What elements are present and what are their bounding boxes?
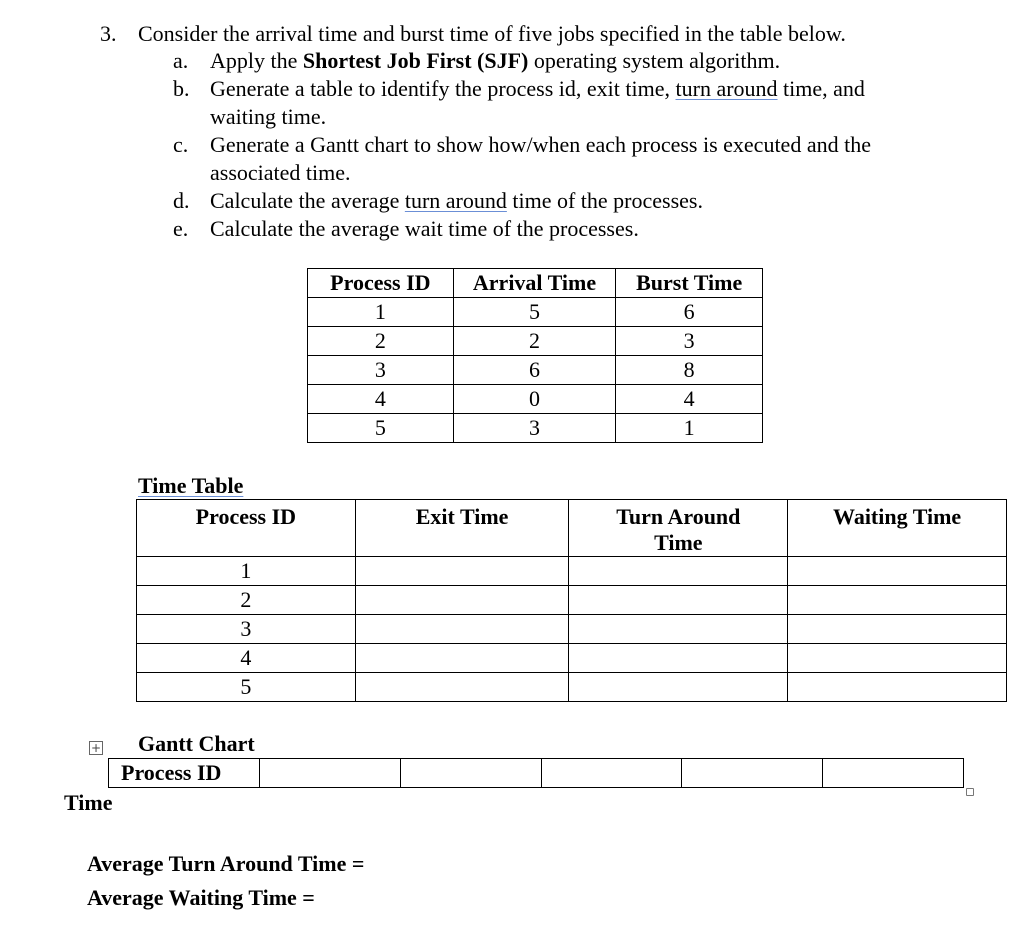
arrival-burst-table [307, 268, 763, 443]
part-d-text: Calculate the average turn around time of the processes. [210, 188, 703, 213]
process-id-cell: 5 [137, 673, 356, 702]
part-b-text-line2: waiting time. [210, 104, 327, 129]
turnaround-cell[interactable] [569, 615, 788, 644]
table-row [308, 414, 763, 443]
cell: 8 [616, 356, 763, 385]
gantt-row-label: Process ID [109, 759, 260, 788]
gantt-slot[interactable] [400, 759, 541, 788]
exit-time-cell[interactable] [355, 586, 569, 615]
header-turn-around-time: Turn Around Time [569, 500, 788, 557]
cell: 1 [616, 414, 763, 443]
cell: 2 [308, 327, 454, 356]
cell: 3 [453, 414, 616, 443]
gantt-slot[interactable] [682, 759, 823, 788]
process-id-cell: 1 [137, 557, 356, 586]
cell: 2 [453, 327, 616, 356]
header-burst-time: Burst Time [616, 269, 763, 298]
waiting-cell[interactable] [788, 586, 1007, 615]
cell: 6 [616, 298, 763, 327]
waiting-cell[interactable] [788, 644, 1007, 673]
part-c-label: c. [173, 132, 189, 157]
turnaround-cell[interactable] [569, 673, 788, 702]
cell: 0 [453, 385, 616, 414]
gantt-chart-table [108, 758, 964, 788]
waiting-cell[interactable] [788, 615, 1007, 644]
question-number: 3. [100, 21, 117, 46]
exit-time-cell[interactable] [355, 673, 569, 702]
part-b-label: b. [173, 76, 190, 101]
exit-time-cell[interactable] [355, 644, 569, 673]
question-intro: Consider the arrival time and burst time of five jobs specified in the table below. [138, 21, 846, 46]
table-resize-handle-icon[interactable] [966, 788, 974, 796]
exit-time-cell[interactable] [355, 557, 569, 586]
gantt-row [109, 759, 964, 788]
table-row [308, 298, 763, 327]
table-row [137, 557, 1007, 586]
spell-check-underline: turn around [404, 188, 507, 213]
process-id-cell: 2 [137, 586, 356, 615]
header-process-id: Process ID [137, 500, 356, 557]
cell: 4 [308, 385, 454, 414]
cell: 1 [308, 298, 454, 327]
turnaround-cell[interactable] [569, 586, 788, 615]
average-waiting-line: Average Waiting Time = [87, 885, 315, 910]
part-a-label: a. [173, 48, 189, 73]
gantt-slot[interactable] [823, 759, 964, 788]
cell: 6 [453, 356, 616, 385]
part-c-text: Generate a Gantt chart to show how/when each process is executed and the [210, 132, 871, 157]
turnaround-cell[interactable] [569, 557, 788, 586]
part-d-label: d. [173, 188, 190, 213]
average-turnaround-line: Average Turn Around Time = [87, 851, 365, 876]
header-process-id: Process ID [308, 269, 454, 298]
part-e-text: Calculate the average wait time of the processes. [210, 216, 639, 241]
table-move-handle-icon[interactable]: + [90, 741, 102, 755]
exit-time-cell[interactable] [355, 615, 569, 644]
cell: 3 [616, 327, 763, 356]
table-row [137, 644, 1007, 673]
part-c-text-line2: associated time. [210, 160, 351, 185]
time-table-header-row [137, 500, 1007, 557]
gantt-chart-title: Gantt Chart [138, 731, 255, 756]
header-waiting-time: Waiting Time [788, 500, 1007, 557]
table-row [137, 586, 1007, 615]
turnaround-cell[interactable] [569, 644, 788, 673]
part-e-label: e. [173, 216, 189, 241]
table-row [137, 673, 1007, 702]
gantt-slot[interactable] [541, 759, 682, 788]
header-exit-time: Exit Time [355, 500, 569, 557]
cell: 3 [308, 356, 454, 385]
table-header-row [308, 269, 763, 298]
spell-check-underline: turn around [675, 76, 778, 101]
cell: 5 [453, 298, 616, 327]
table-row [308, 327, 763, 356]
gantt-time-label: Time [64, 790, 113, 815]
part-b-text: Generate a table to identify the process id, exit time, turn around time, and [210, 76, 865, 101]
gantt-slot[interactable] [259, 759, 400, 788]
cell: 4 [616, 385, 763, 414]
process-id-cell: 4 [137, 644, 356, 673]
process-id-cell: 3 [137, 615, 356, 644]
part-a-text: Apply the Shortest Job First (SJF) operating system algorithm. [210, 48, 781, 73]
table-row [137, 615, 1007, 644]
table-row [308, 385, 763, 414]
time-table [136, 499, 1007, 702]
waiting-cell[interactable] [788, 557, 1007, 586]
waiting-cell[interactable] [788, 673, 1007, 702]
time-table-title: Time Table [138, 473, 244, 498]
header-arrival-time: Arrival Time [453, 269, 616, 298]
cell: 5 [308, 414, 454, 443]
table-row [308, 356, 763, 385]
